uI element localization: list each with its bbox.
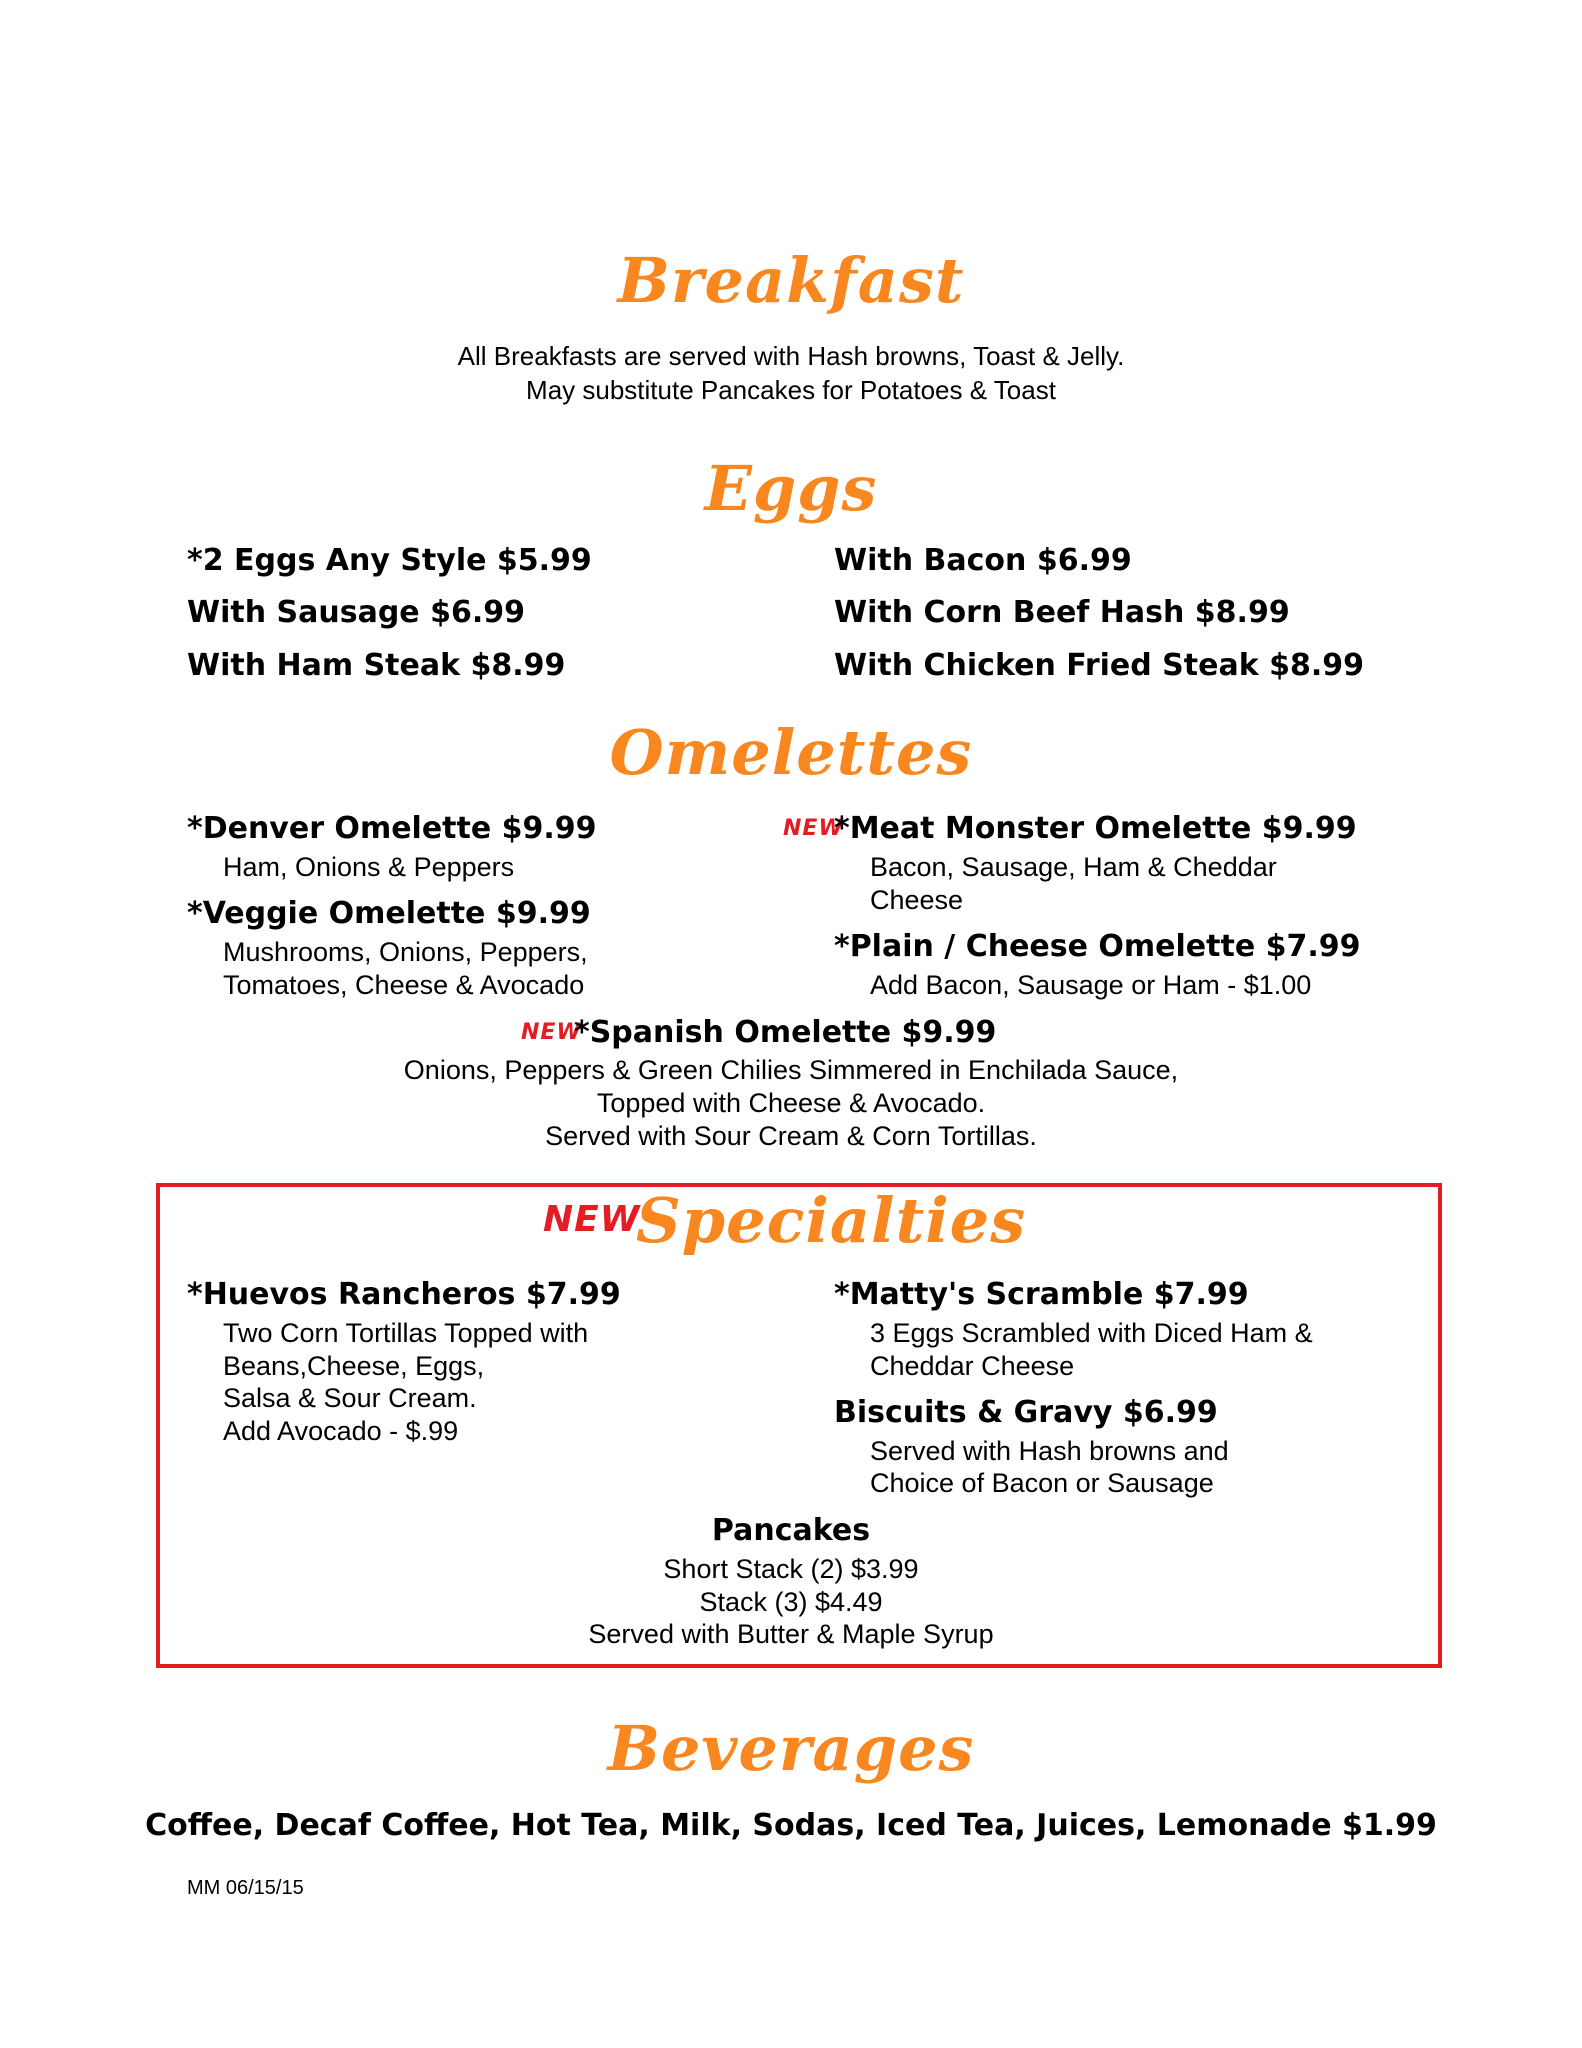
denver-omelette-desc: Ham, Onions & Peppers [223, 852, 515, 882]
menu-item-eggs-ham-steak: With Ham Steak $8.99 [187, 648, 566, 683]
menu-item-spanish-omelette: *Spanish Omelette $9.99 [574, 1015, 997, 1050]
pancakes-desc-1: Short Stack (2) $3.99 [663, 1554, 919, 1584]
spanish-omelette-desc-3: Served with Sour Cream & Corn Tortillas. [545, 1121, 1037, 1151]
veggie-omelette-desc-2: Tomatoes, Cheese & Avocado [223, 970, 585, 1000]
veggie-omelette-desc-1: Mushrooms, Onions, Peppers, [223, 937, 588, 967]
new-badge-specialties: NEW [543, 1199, 641, 1240]
pancakes-desc-2: Stack (3) $4.49 [699, 1587, 883, 1617]
breakfast-intro-line-2: May substitute Pancakes for Potatoes & Toast [526, 375, 1056, 405]
meat-monster-desc-1: Bacon, Sausage, Ham & Cheddar [870, 852, 1277, 882]
menu-item-2-eggs: *2 Eggs Any Style $5.99 [187, 543, 592, 578]
eggs-heading: Eggs [704, 452, 878, 525]
menu-item-biscuits-gravy: Biscuits & Gravy $6.99 [834, 1395, 1218, 1430]
huevos-desc-3: Salsa & Sour Cream. [223, 1383, 477, 1413]
menu-version-code: MM 06/15/15 [187, 1877, 304, 1899]
mattys-desc-1: 3 Eggs Scrambled with Diced Ham & [870, 1318, 1313, 1348]
breakfast-intro-line-1: All Breakfasts are served with Hash browns, Toast & Jelly. [457, 341, 1125, 371]
menu-item-mattys-scramble: *Matty's Scramble $7.99 [834, 1277, 1249, 1312]
menu-item-eggs-sausage: With Sausage $6.99 [187, 595, 525, 630]
menu-item-veggie-omelette: *Veggie Omelette $9.99 [187, 896, 591, 931]
omelettes-heading: Omelettes [609, 716, 973, 789]
biscuits-desc-2: Choice of Bacon or Sausage [870, 1468, 1214, 1498]
menu-item-eggs-bacon: With Bacon $6.99 [834, 543, 1132, 578]
huevos-desc-4: Add Avocado - $.99 [223, 1416, 459, 1446]
new-badge-meat-monster: NEW [783, 816, 844, 841]
beverages-heading: Beverages [607, 1712, 975, 1785]
menu-item-huevos-rancheros: *Huevos Rancheros $7.99 [187, 1277, 621, 1312]
menu-item-eggs-chicken-fried-steak: With Chicken Fried Steak $8.99 [834, 648, 1364, 683]
mattys-desc-2: Cheddar Cheese [870, 1351, 1075, 1381]
huevos-desc-1: Two Corn Tortillas Topped with [223, 1318, 589, 1348]
menu-item-denver-omelette: *Denver Omelette $9.99 [187, 811, 597, 846]
menu-item-eggs-corn-beef-hash: With Corn Beef Hash $8.99 [834, 595, 1290, 630]
spanish-omelette-desc-1: Onions, Peppers & Green Chilies Simmered in Enchilada Sauce, [403, 1055, 1179, 1085]
menu-item-meat-monster-omelette: *Meat Monster Omelette $9.99 [834, 811, 1357, 846]
pancakes-desc-3: Served with Butter & Maple Syrup [588, 1619, 994, 1649]
specialties-heading: Specialties [636, 1184, 1027, 1257]
menu-item-plain-cheese-omelette: *Plain / Cheese Omelette $7.99 [834, 929, 1361, 964]
breakfast-heading: Breakfast [617, 244, 965, 317]
plain-cheese-omelette-desc: Add Bacon, Sausage or Ham - $1.00 [870, 970, 1312, 1000]
beverages-line: Coffee, Decaf Coffee, Hot Tea, Milk, Sodas, Iced Tea, Juices, Lemonade $1.99 [145, 1808, 1437, 1843]
new-badge-spanish: NEW [521, 1020, 582, 1045]
huevos-desc-2: Beans,Cheese, Eggs, [223, 1351, 485, 1381]
menu-item-pancakes: Pancakes [711, 1513, 871, 1548]
spanish-omelette-desc-2: Topped with Cheese & Avocado. [596, 1088, 986, 1118]
meat-monster-desc-2: Cheese [870, 885, 964, 915]
biscuits-desc-1: Served with Hash browns and [870, 1436, 1229, 1466]
